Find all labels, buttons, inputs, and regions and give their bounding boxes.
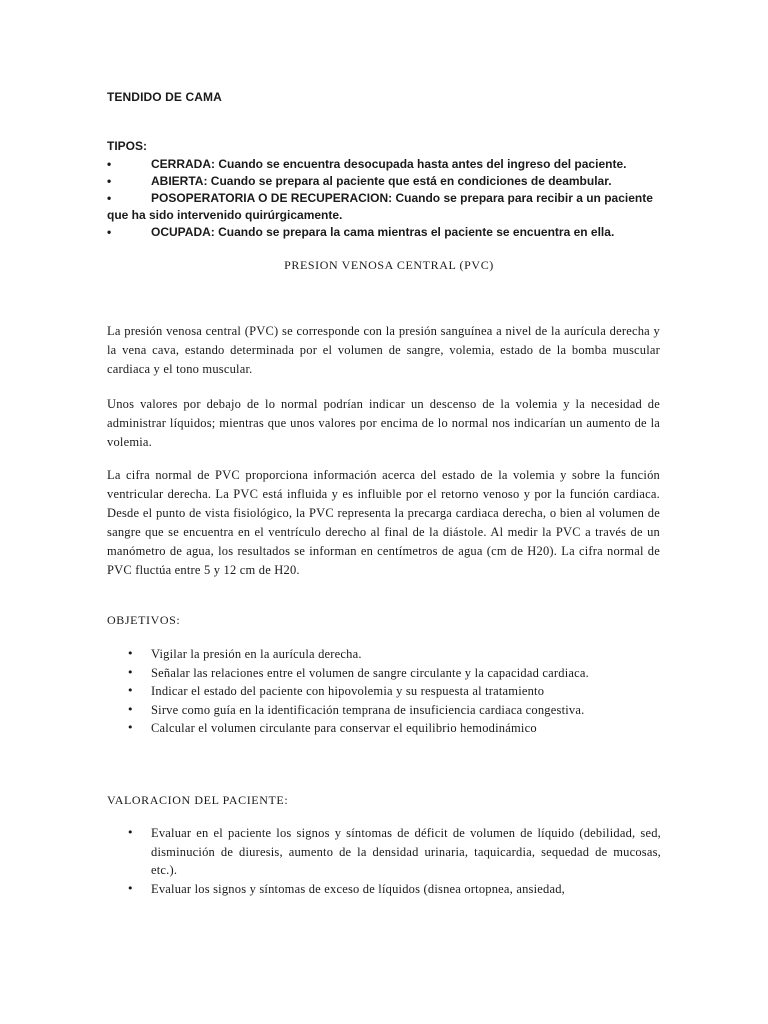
bullet-icon: • [107,174,112,188]
bullet-icon: • [127,647,134,660]
list-item [127,824,661,880]
tipos-list [107,156,667,241]
objetivos-heading: OBJETIVOS: [107,613,181,627]
bullet-icon: • [127,702,134,716]
bullet-icon: • [127,721,134,734]
bullet-icon: • [107,191,112,205]
list-item-text: Sirve como guía en la identificación temprana de insuficiencia cardiaca congestiva. [151,702,585,717]
tipo-text: ABIERTA: Cuando se prepara al paciente que está en condiciones de deambular. [151,174,612,188]
valoracion-list [127,824,661,898]
list-item-text: Indicar el estado del paciente con hipovolemia y su respuesta al tratamiento [151,684,545,698]
pvc-title: PRESION VENOSA CENTRAL (PVC) [284,258,494,272]
list-item-text: Evaluar los signos y síntomas de exceso de líquidos (disnea ortopnea, ansiedad, [151,881,565,896]
tipo-text: OCUPADA: Cuando se prepara la cama mientras el paciente se encuentra en ella. [151,225,615,239]
tipo-text: CERRADA: Cuando se encuentra desocupada hasta antes del ingreso del paciente. [151,157,627,171]
bullet-icon: • [127,665,134,679]
tipo-text: POSOPERATORIA O DE RECUPERACION: Cuando se prepara para recibir a un paciente que ha sido intervenido quirúrgicamente. [107,191,653,222]
tipos-label: TIPOS: [107,139,148,153]
list-item [127,880,661,899]
objetivos-list [127,645,661,738]
document-heading: TENDIDO DE CAMA [107,90,222,104]
tipo-item-ocupada [107,224,667,241]
list-item-text: Vigilar la presión en la aurícula derecha. [151,647,362,661]
list-item [127,701,661,720]
tipo-item-cerrada [107,156,667,173]
bullet-icon: • [107,225,112,239]
list-item-text: Evaluar en el paciente los signos y síntomas de déficit de volumen de líquido (debilidad, sed, disminución de diuresis, aumento de la densidad urinaria, taquicardia, sequedad de mucosas, etc.). [151,826,661,877]
bullet-icon: • [127,684,134,697]
bullet-icon: • [127,881,134,895]
list-item [127,719,661,738]
valoracion-heading: VALORACION DEL PACIENTE: [107,793,289,807]
list-item [127,664,661,683]
pvc-paragraph-2: Unos valores por debajo de lo normal podrían indicar un descenso de la volemia y la necesidad de administrar líquidos; mientras que unos valores por encima de lo normal nos indicarían un aumento de la volemia. [107,397,660,449]
bullet-icon: • [107,157,112,171]
tipo-item-abierta [107,173,667,190]
bullet-icon: • [127,826,134,839]
list-item [127,682,661,701]
pvc-paragraph-3: La cifra normal de PVC proporciona información acerca del estado de la volemia y sobre la función ventricular derecha. La PVC está influida y es influible por el retorno venoso y por la función cardiaca. Desde el punto de vista fisiológico, la PVC representa la precarga cardiaca derecha, o bien al volumen de sangre que se encuentra en el ventrículo derecho al final de la diástole. Al medir la PVC a través de un manómetro de agua, los resultados se informan en centímetros de agua (cm de H20). La cifra normal de PVC fluctúa entre 5 y 12 cm de H20. [107,468,660,577]
tipo-item-posoperatoria [107,190,667,224]
pvc-paragraph-1: La presión venosa central (PVC) se corresponde con la presión sanguínea a nivel de la aurícula derecha y la vena cava, estando determinada por el volumen de sangre, volemia, estado de la bomba muscular cardiaca y el tono muscular. [107,324,660,376]
list-item [127,645,661,664]
list-item-text: Calcular el volumen circulante para conservar el equilibrio hemodinámico [151,721,537,735]
list-item-text: Señalar las relaciones entre el volumen de sangre circulante y la capacidad cardiaca. [151,665,589,680]
